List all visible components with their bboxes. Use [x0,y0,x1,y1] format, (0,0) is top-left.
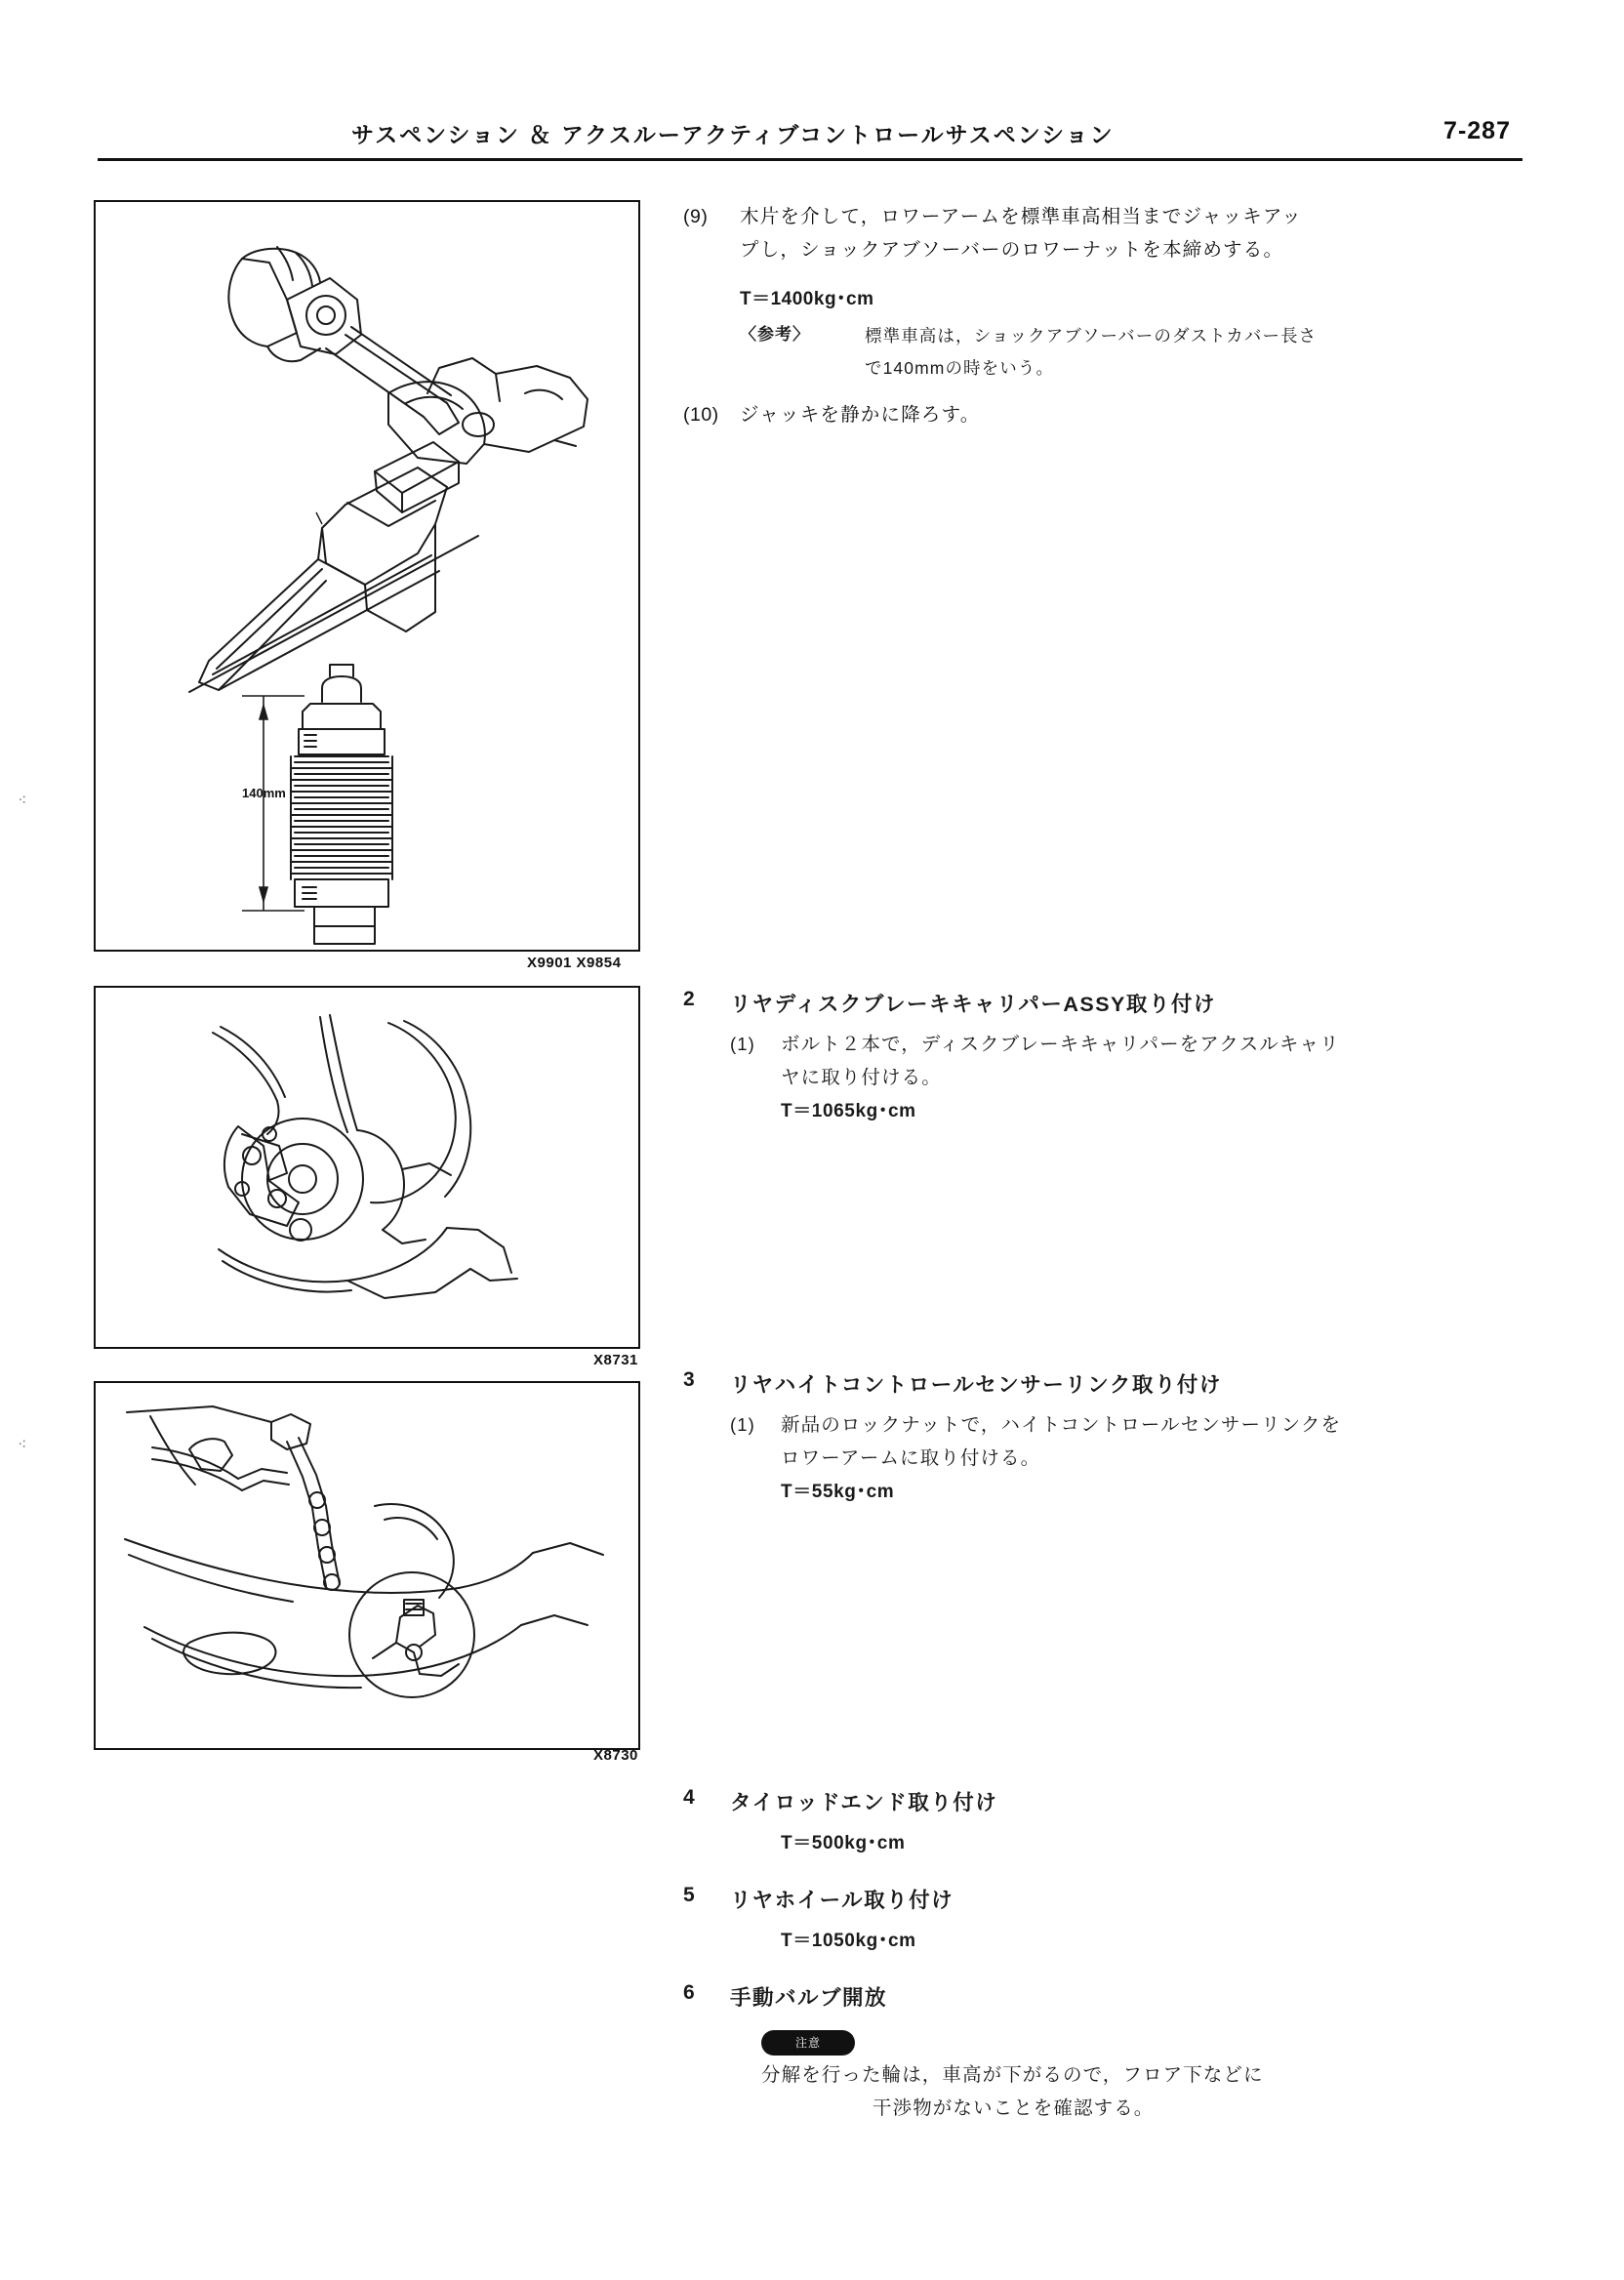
step-10-line-1: ジャッキを静かに降ろす。 [740,404,981,426]
section-2-sub-number: (1) [730,1034,755,1054]
notice-line-2: 干渉物がないことを確認する。 [873,2097,1155,2119]
section-6 [683,1981,1562,2125]
section-3-title: リヤハイトコントロールセンサーリンク取り付け [730,1373,1222,1397]
section-5-torque: T＝1050kg･cm [781,1931,916,1951]
section-2-title: リヤディスクブレーキキャリパーASSY取り付け [730,993,1216,1016]
jack-lower-arm-figure [94,200,640,952]
section-3-number: 3 [683,1368,695,1391]
rear-height-control-sensor-link-figure [94,1381,640,1750]
step-9-reference [740,320,1522,385]
section-5 [683,1884,1562,1952]
svg-text:140mm: 140mm [242,786,286,800]
section-6-number: 6 [683,1981,695,2004]
page-number: 7-287 [1443,117,1511,144]
page-header [98,117,1522,166]
section-3-line-2: ロワーアームに取り付ける。 [781,1447,1041,1469]
section-2-line-2: ヤに取り付ける。 [781,1067,942,1088]
section-4-torque: T＝500kg･cm [781,1833,906,1853]
rear-disc-brake-caliper-figure [94,986,640,1349]
margin-mark: ⁖ [18,793,25,809]
section-2-number: 2 [683,988,695,1010]
header-divider [98,158,1522,161]
section-4-number: 4 [683,1786,695,1809]
section-2-body [730,1028,1562,1094]
section-4-title: タイロッドエンド取り付け [730,1791,998,1814]
notice-badge: 注意 [761,2030,855,2056]
step-9-number: (9) [683,206,709,227]
section-5-title: リヤホイール取り付け [730,1889,954,1912]
reference-label: 〈参考〉 [740,325,810,344]
section-3-line-1: 新品のロックナットで，ハイトコントロールセンサーリンクを [781,1414,1342,1436]
section-3-sub-number: (1) [730,1414,755,1435]
instruction-column [683,200,1522,431]
section-4 [683,1786,1562,1854]
step-9-line-1: 木片を介して，ロワーアームを標準車高相当までジャッキアッ [740,206,1302,227]
step-9 [683,200,1522,278]
header-title: サスペンション ＆ アクスルーアクティブコントロールサスペンション [351,122,1115,147]
section-2 [683,988,1562,1122]
section-2-line-1: ボルト２本で，ディスクブレーキキャリパーをアクスルキャリ [781,1034,1340,1055]
figure-code-1: X9901 X9854 [527,955,622,971]
step-9-torque: T＝1400kg･cm [740,289,874,309]
figure-code-3: X8730 [593,1747,638,1764]
section-2-torque: T＝1065kg･cm [781,1101,916,1121]
section-3 [683,1368,1562,1503]
section-6-title: 手動バルブ開放 [730,1986,888,2010]
notice-line-1: 分解を行った輪は，車高が下がるので，フロア下などに [761,2064,1264,2086]
step-9-line-2: プし，ショックアブソーバーのロワーナットを本締めする。 [740,239,1284,261]
section-3-body [730,1408,1562,1475]
margin-mark: ⁖ [18,1437,25,1453]
reference-line-2: で140mmの時をいう。 [865,358,1055,378]
step-10-number: (10) [683,404,719,426]
figure-code-2: X8731 [593,1352,638,1368]
reference-line-1: 標準車高は，ショックアブソーバーのダストカバー長さ [865,326,1318,346]
section-5-number: 5 [683,1884,695,1906]
step-10 [683,398,1522,431]
section-6-notice [761,2025,1562,2125]
section-3-torque: T＝55kg･cm [781,1482,895,1502]
